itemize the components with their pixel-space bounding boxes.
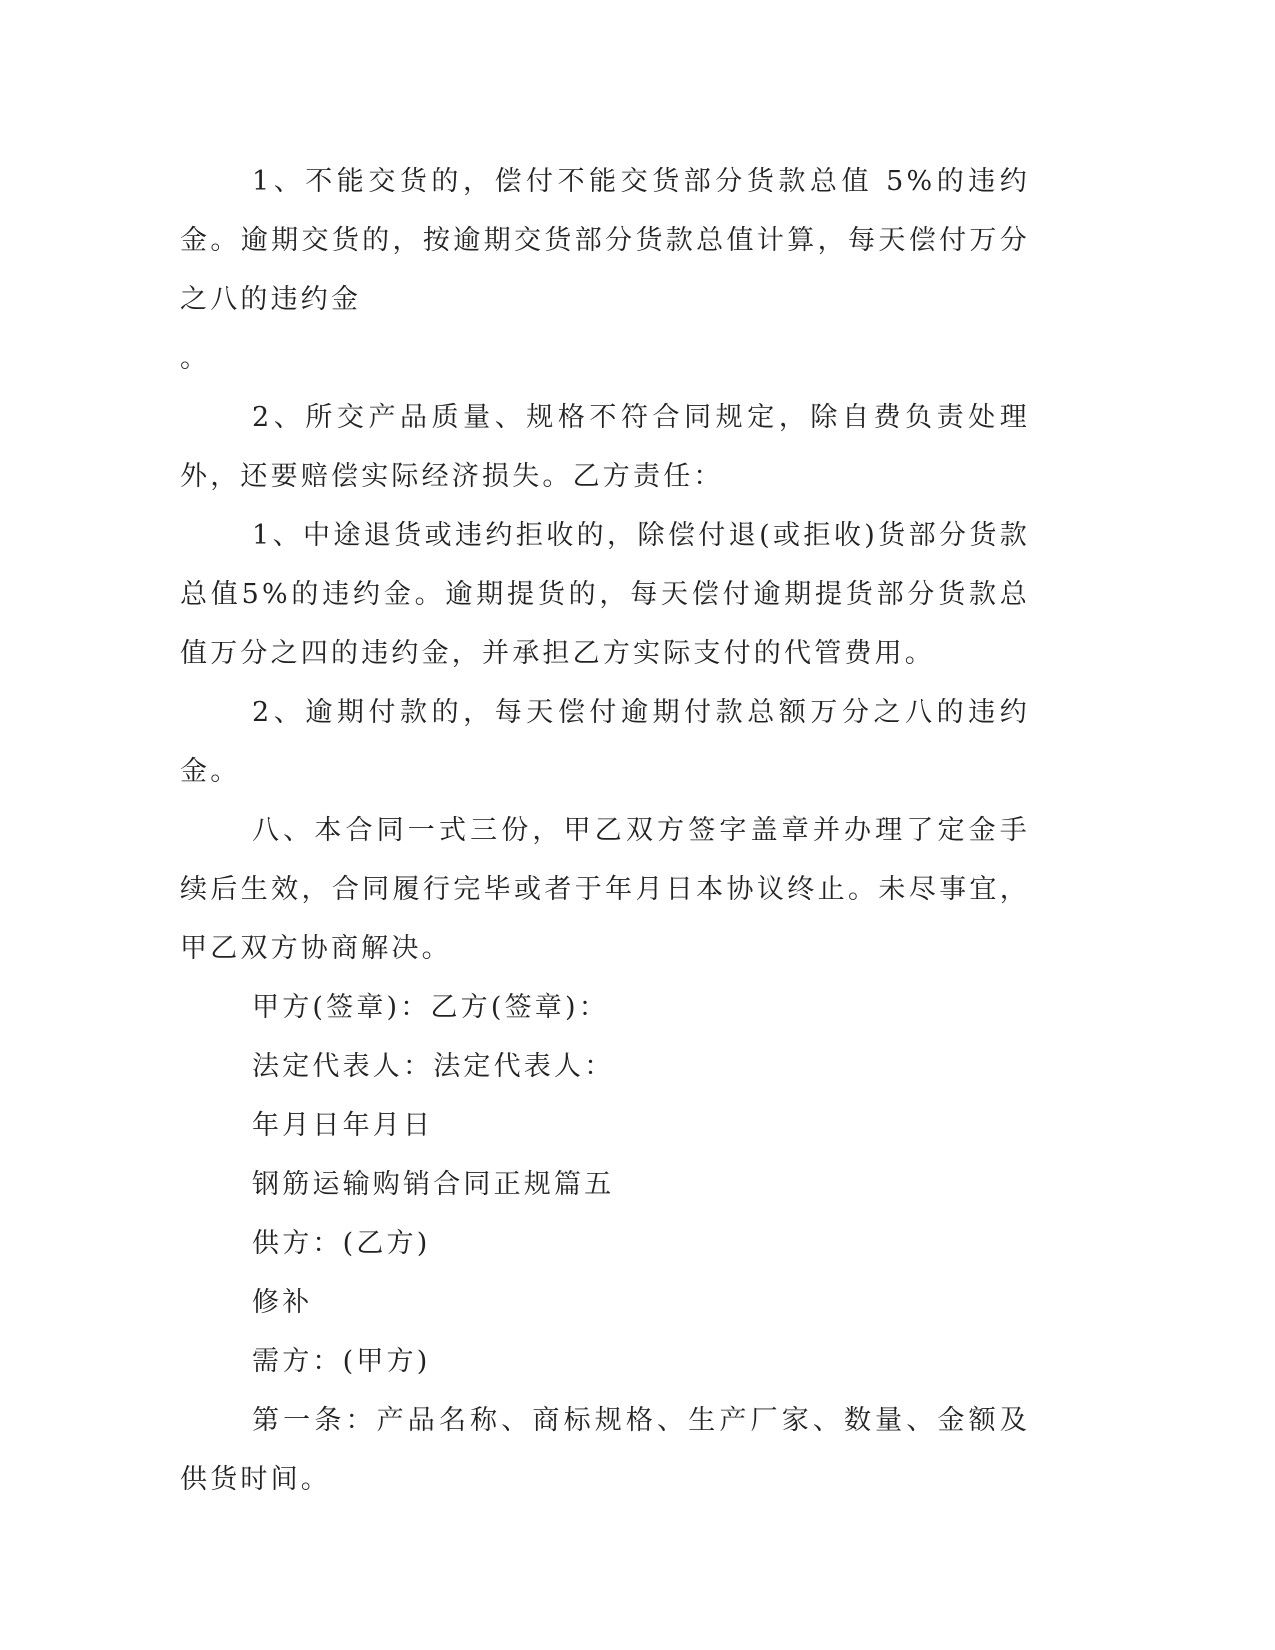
paragraph-article-one: 第一条：产品名称、商标规格、生产厂家、数量、金额及供货时间。 (180, 1405, 1030, 1495)
paragraph-late-payment: 2、逾期付款的，每天偿付逾期付款总额万分之八的违约金。 (180, 697, 1030, 787)
paragraph-penalty-nondelivery: 1、不能交货的，偿付不能交货部分货款总值 5%的违约金。逾期交货的，按逾期交货部分货款总值计算，每天偿付万分之八的违约金 。 (180, 166, 1030, 374)
signature-line-dates: 年月日年月日 (252, 1110, 434, 1141)
paragraph-article-eight: 八、本合同一式三份，甲乙双方签字盖章并办理了定金手续后生效，合同履行完毕或者于年月日本协议终止。未尽事宜，甲乙双方协商解决。 (180, 815, 1030, 964)
buyer-line: 需方：(甲方) (252, 1346, 431, 1377)
paragraph-quality-nonconformity: 2、所交产品质量、规格不符合同规定，除自费负责处理外，还要赔偿实际经济损失。乙方责任： (180, 402, 1030, 492)
paragraph-return-refusal: 1、中途退货或违约拒收的，除偿付退(或拒收)货部分货款总值5%的违约金。逾期提货的，每天偿付逾期提货部分货款总值万分之四的违约金，并承担乙方实际支付的代管费用。 (180, 520, 1030, 669)
signature-line-representatives: 法定代表人：法定代表人： (252, 1051, 615, 1082)
signature-line-parties: 甲方(签章)：乙方(签章)： (252, 992, 609, 1023)
repair-line: 修补 (252, 1287, 313, 1318)
document-body (180, 152, 1030, 1509)
section-heading: 钢筋运输购销合同正规篇五 (252, 1169, 615, 1200)
supplier-line: 供方：(乙方) (252, 1228, 431, 1259)
